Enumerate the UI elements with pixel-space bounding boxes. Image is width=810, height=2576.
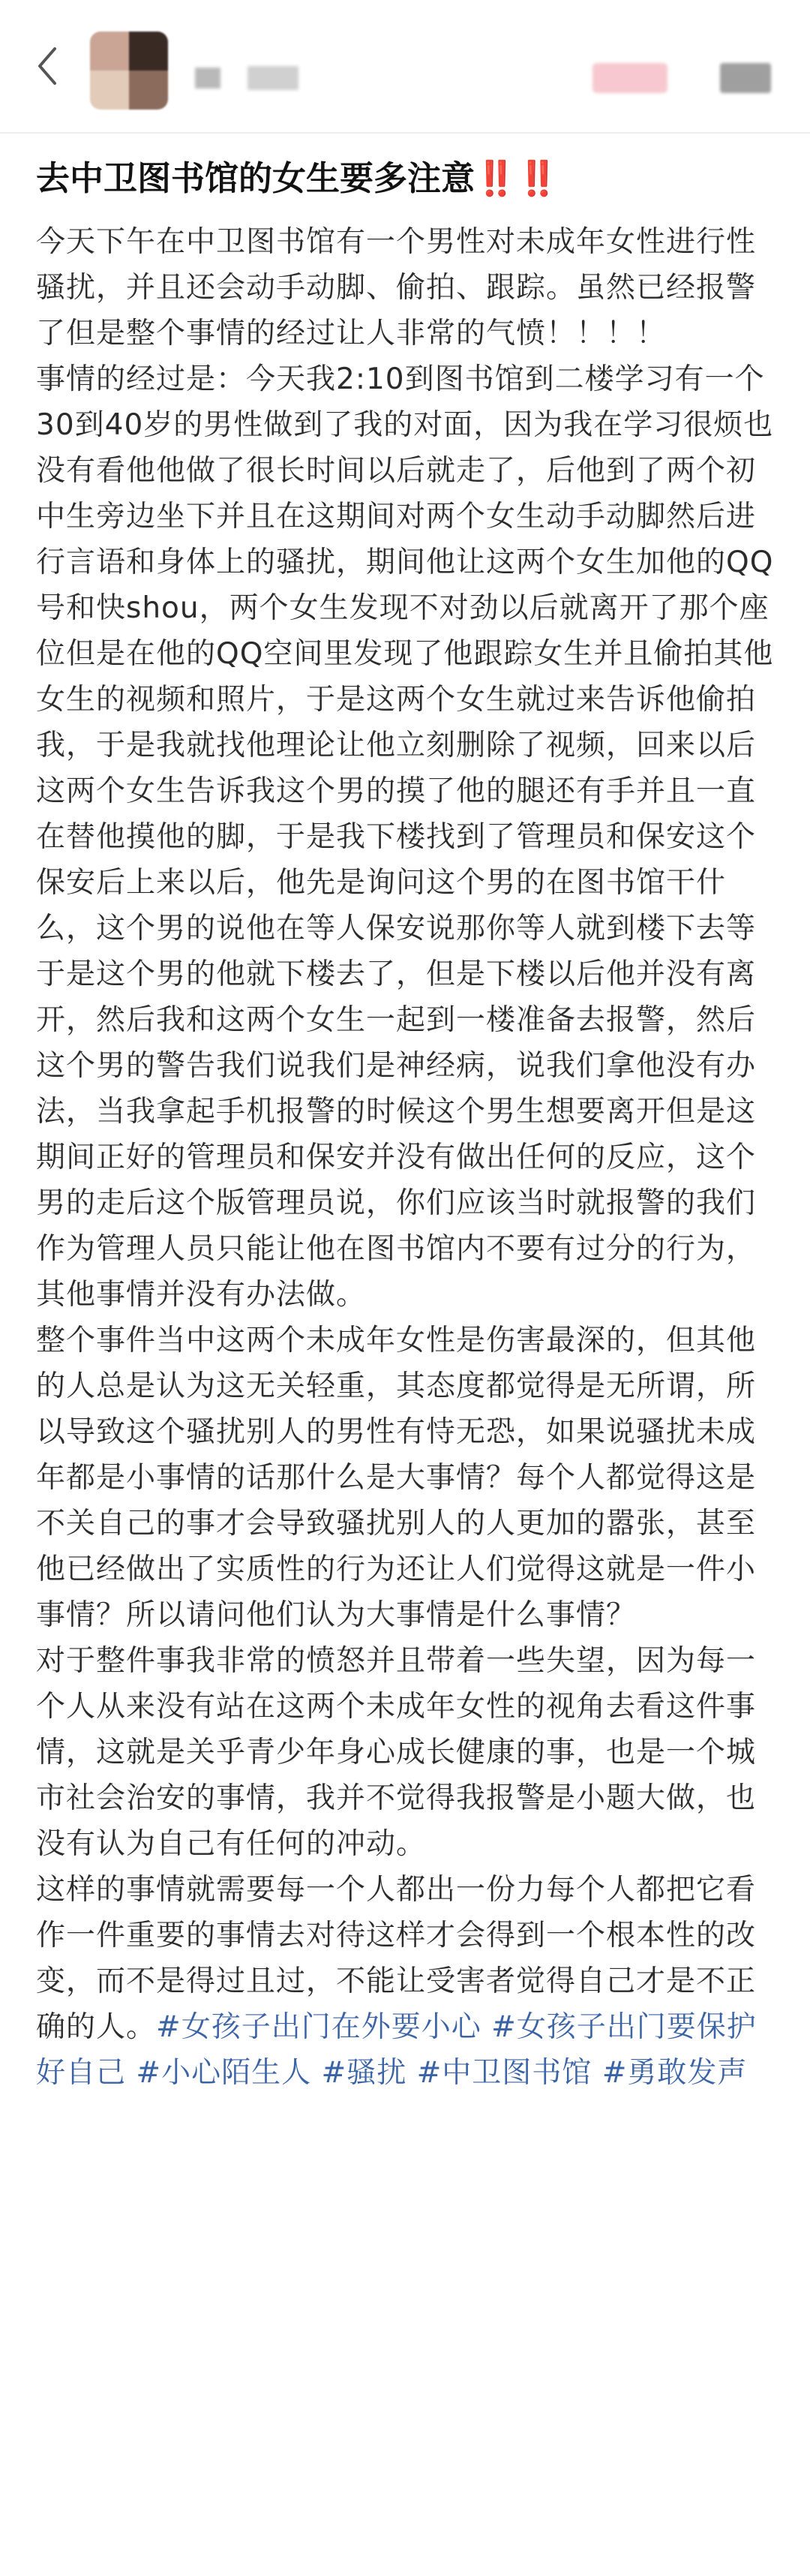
hashtag-link[interactable]: #勇敢发声 (602, 2056, 748, 2090)
top-bar (0, 0, 810, 134)
hashtag-link[interactable]: #女孩子出门在外要小心 (156, 2010, 482, 2044)
double-exclamation-icon: ‼️‼️ (475, 158, 560, 198)
post-title (36, 149, 774, 209)
hashtag-link[interactable]: #小心陌生人 (136, 2056, 312, 2090)
hashtag-link[interactable]: #女孩子出门要保护好自己 (36, 2010, 757, 2090)
hashtag-link[interactable]: #中卫图书馆 (416, 2056, 592, 2090)
author-level-badge (195, 68, 220, 89)
post-content (0, 149, 810, 2096)
avatar[interactable] (90, 32, 168, 110)
share-button[interactable] (720, 63, 771, 93)
author-name[interactable] (248, 66, 298, 90)
chevron-left-icon (35, 46, 58, 86)
post-paragraph-5 (36, 1867, 774, 2096)
post-paragraph-4: 对于整件事我非常的愤怒并且带着一些失望，因为每一个人从来没有站在这两个未成年女性的视角去看这件事情，这就是关乎青少年身心成长健康的事，也是一个城市社会治安的事情，我并不觉得我报警是小题大做，也没有认为自己有任何的冲动。 (36, 1644, 757, 1861)
follow-button[interactable] (592, 63, 668, 93)
back-button[interactable] (32, 45, 62, 87)
hashtag-link[interactable]: #骚扰 (321, 2056, 407, 2090)
post-paragraph-2: 事情的经过是：今天我2:10到图书馆到二楼学习有一个30到40岁的男性做到了我的对面，因为我在学习很烦也没有看他他做了很长时间以后就走了，后他到了两个初中生旁边坐下并且在这期间对两个女生动手动脚然后进行言语和身体上的骚扰，期间他让这两个女生加他的QQ号和快shou，两个女生发现不对劲以后就离开了那个座位但是在他的QQ空间里发现了他跟踪女生并且偷拍其他女生的视频和照片，于是这两个女生就过来告诉他偷拍我，于是我就找他理论让他立刻删除了视频，回来以后这两个女生告诉我这个男的摸了他的腿还有手并且一直在替他摸他的脚，于是我下楼找到了管理员和保安这个保安后上来以后，他先是询问这个男的在图书馆干什么，这个男的说他在等人保安说那你等人就到楼下去等于是这个男的他就下楼去了，但是下楼以后他并没有离开，然后我和这两个女生一起到一楼准备去报警，然后这个男的警告我们说我们是神经病，说我们拿他没有办法，当我拿起手机报警的时候这个男生想要离开但是这期间正好的管理员和保安并没有做出任何的反应，这个男的走后这个版管理员说，你们应该当时就报警的我们作为管理人员只能让他在图书馆内不要有过分的行为，其他事情并没有办法做。 (36, 362, 774, 1312)
post-paragraph-1: 今天下午在中卫图书馆有一个男性对未成年女性进行性骚扰，并且还会动手动脚、偷拍、跟踪。虽然已经报警了但是整个事情的经过让人非常的气愤！！！！ (36, 225, 757, 350)
post-paragraph-3: 整个事件当中这两个未成年女性是伤害最深的，但其他的人总是认为这无关轻重，其态度都觉得是无所谓，所以导致这个骚扰别人的男性有恃无恐，如果说骚扰未成年都是小事情的话那什么是大事情？每个人都觉得这是不关自己的事才会导致骚扰别人的人更加的嚣张，甚至他已经做出了实质性的行为还让人们觉得这就是一件小事情？所以请问他们认为大事情是什么事情？ (36, 1324, 757, 1632)
post-title-text: 去中卫图书馆的女生要多注意 (36, 158, 476, 198)
post-paragraph-5-text: 这样的事情就需要每一个人都出一份力每个人都把它看作一件重要的事情去对待这样才会得到一个根本性的改变，而不是得过且过，不能让受害者觉得自己才是不正确的人。 (36, 1873, 757, 2044)
